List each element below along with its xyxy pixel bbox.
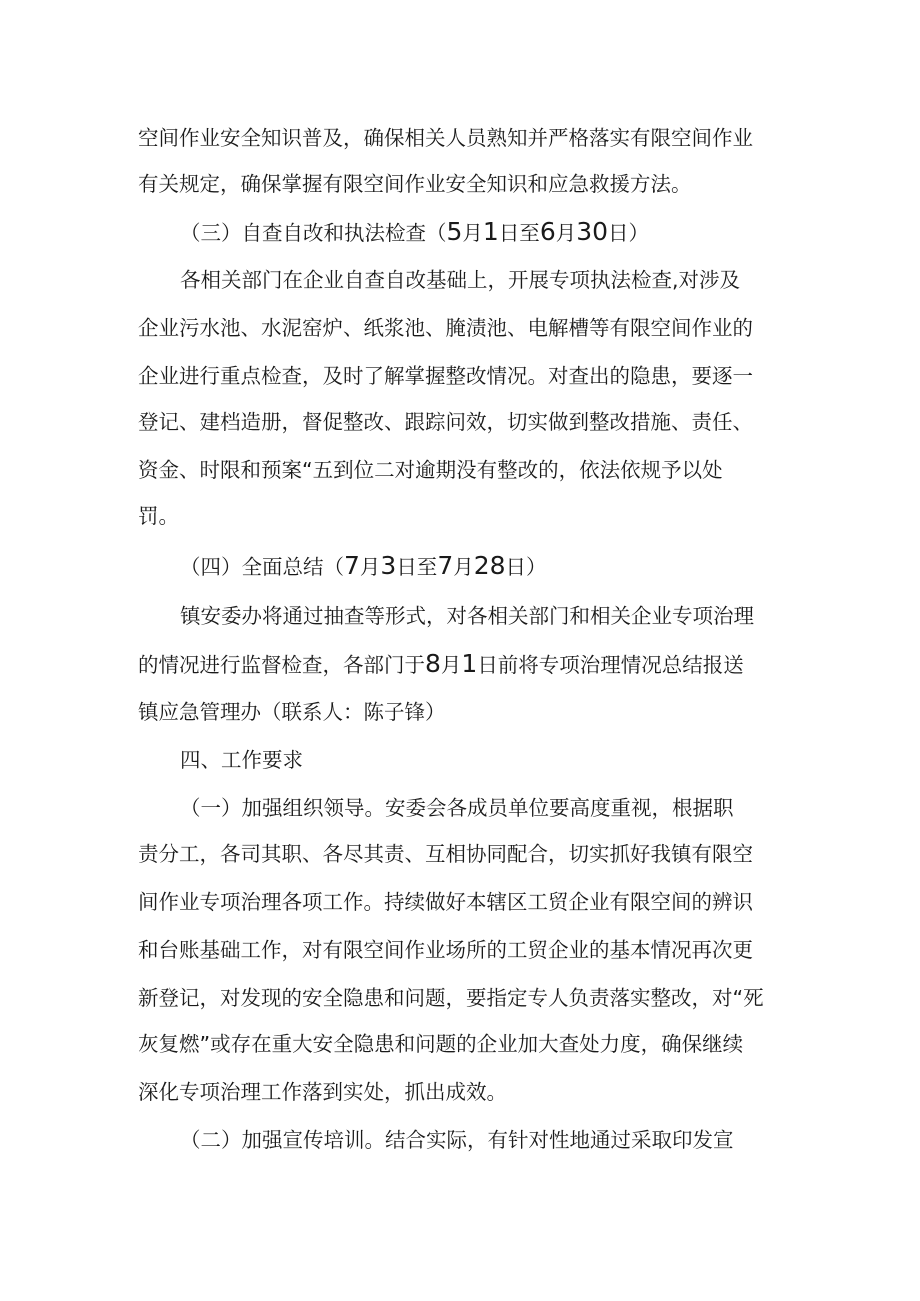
- body-line: 企业进行重点检查，及时了解掌握整改情况。对查出的隐患，要逐一: [138, 364, 753, 388]
- body-line: 和台账基础工作，对有限空间作业场所的工贸企业的基本情况再次更: [138, 938, 753, 962]
- body-line: （一）加强组织领导。安委会各成员单位要高度重视，根据职: [180, 796, 734, 820]
- body-line: 企业污水池、水泥窑炉、纸浆池、腌渍池、电解槽等有限空间作业的: [138, 316, 753, 340]
- body-line: 的情况进行监督检查，各部门于8月1日前将专项治理情况总结报送: [138, 649, 744, 678]
- body-line: 灰复燃”或存在重大安全隐患和问题的企业加大查处力度，确保继续: [138, 1032, 744, 1056]
- body-line: 空间作业安全知识普及，确保相关人员熟知并严格落实有限空间作业: [138, 126, 753, 150]
- section-heading-4: （四）全面总结（7月3日至7月28日）: [180, 551, 547, 580]
- body-line: 登记、建档造册，督促整改、跟踪问效，切实做到整改措施、责任、: [138, 410, 753, 434]
- body-line: （二）加强宣传培训。结合实际，有针对性地通过采取印发宣: [180, 1128, 734, 1152]
- body-line: 有关规定，确保掌握有限空间作业安全知识和应急救援方法。: [138, 172, 692, 196]
- body-line: 各相关部门在企业自查自改基础上，开展专项执法检查,对涉及: [180, 268, 741, 292]
- body-line: 新登记，对发现的安全隐患和问题，要指定专人负责落实整改，对“死: [138, 986, 764, 1010]
- body-line: 责分工，各司其职、各尽其责、互相协同配合，切实抓好我镇有限空: [138, 842, 753, 866]
- section-title: 四、工作要求: [180, 748, 303, 772]
- body-line: 罚。: [138, 504, 179, 528]
- body-line: 间作业专项治理各项工作。持续做好本辖区工贸企业有限空间的辨识: [138, 890, 753, 914]
- section-heading-3: （三）自查自改和执法检查（5月1日至6月30日）: [180, 217, 650, 246]
- body-line: 资金、时限和预案“五到位二对逾期没有整改的，依法依规予以处: [138, 458, 723, 482]
- body-line: 镇安委办将通过抽查等形式，对各相关部门和相关企业专项治理: [180, 604, 754, 628]
- body-line: 深化专项治理工作落到实处，抓出成效。: [138, 1080, 507, 1104]
- body-line: 镇应急管理办（联系人：陈子锋）: [138, 700, 446, 724]
